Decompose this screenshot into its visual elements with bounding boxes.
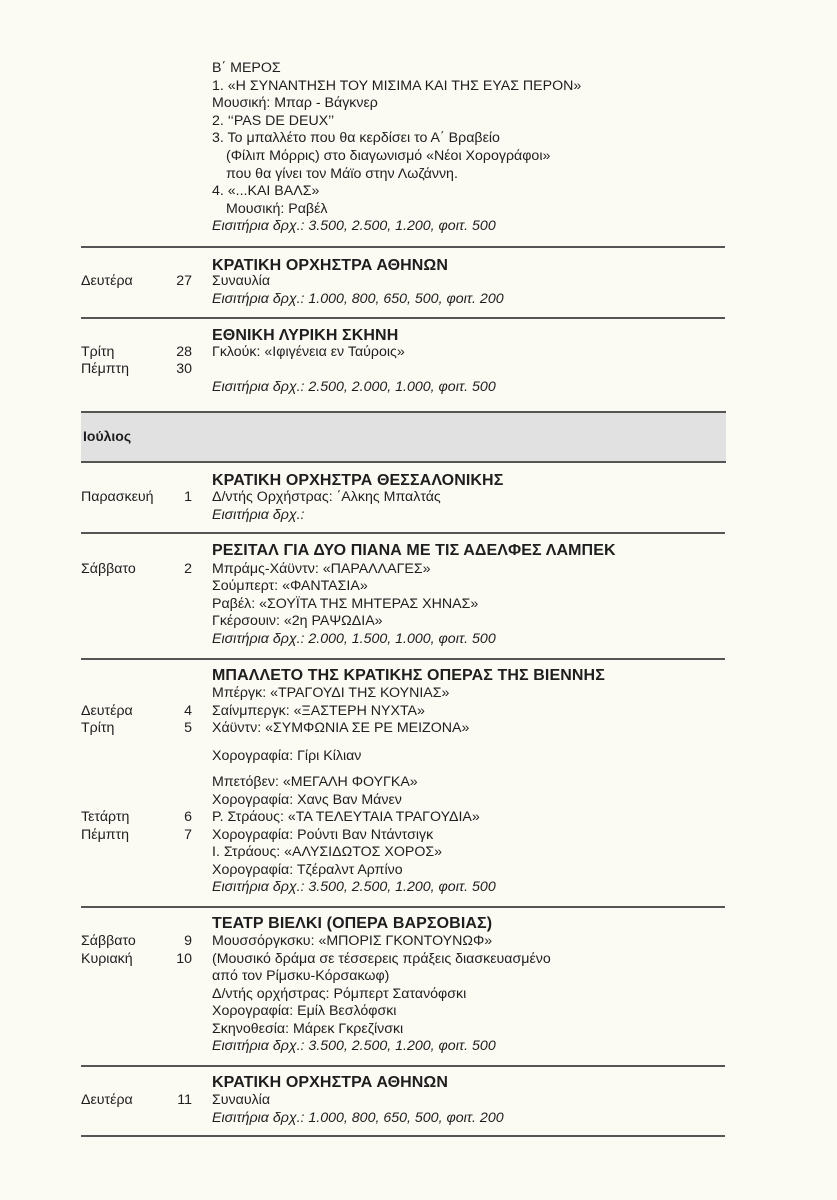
program-item: (Φίλιπ Μόρρις) στο διαγωνισμό «Νέοι Χορογράφοι»	[226, 147, 551, 164]
month-label: Ιούλιος	[83, 428, 132, 444]
event-day: Πέμπτη	[81, 827, 130, 843]
event-title: ΜΠΑΛΛΕΤΟ ΤΗΣ ΚΡΑΤΙΚΗΣ ΟΠΕΡΑΣ ΤΗΣ ΒΙΕΝΝΗΣ	[212, 667, 605, 684]
event-line: Χορογραφία: Χανς Βαν Μάνεν	[212, 792, 402, 808]
event-line: Χορογραφία: Τζέραλντ Αρπίνο	[212, 862, 403, 878]
program-item: Μουσική: Μπαρ - Βάγκνερ	[212, 95, 378, 112]
program-item: Μουσική: Ραβέλ	[226, 200, 328, 217]
event-line: Σκηνοθεσία: Μάρεκ Γκρεζίνσκι	[212, 1021, 404, 1037]
event-line: Ραβέλ: «ΣΟΥΪΤΑ ΤΗΣ ΜΗΤΕΡΑΣ ΧΗΝΑΣ»	[212, 596, 479, 612]
event-date: 28	[176, 344, 192, 360]
event-line: Γκέρσουιν: «2η ΡΑΨΩΔΙΑ»	[212, 613, 383, 629]
divider	[81, 906, 725, 908]
program-item: 3. Το μπαλλέτο που θα κερδίσει το Α΄ Βραβείο	[212, 130, 500, 147]
event-line: Συναυλία	[212, 273, 271, 289]
divider	[81, 317, 725, 319]
ticket-prices: Εισιτήρια δρχ.: 3.500, 2.500, 1.200, φοιτ. 500	[212, 879, 496, 895]
event-line: Μουσσόργκσκυ: «ΜΠΟΡΙΣ ΓΚΟΝΤΟΥΝΩΦ»	[212, 933, 493, 949]
event-title: ΚΡΑΤΙΚΗ ΟΡΧΗΣΤΡΑ ΑΘΗΝΩΝ	[212, 1074, 449, 1091]
ticket-prices: Εισιτήρια δρχ.: 3.500, 2.500, 1.200, φοιτ. 500	[212, 1038, 496, 1054]
ticket-prices: Εισιτήρια δρχ.: 2.000, 1.500, 1.000, φοιτ. 500	[212, 631, 496, 647]
divider	[81, 1135, 725, 1137]
event-title: ΤΕΑΤΡ ΒΙΕΛΚΙ (ΟΠΕΡΑ ΒΑΡΣΟΒΙΑΣ)	[212, 915, 493, 932]
program-item: 1. «Η ΣΥΝΑΝΤΗΣΗ ΤΟΥ ΜΙΣΙΜΑ ΚΑΙ ΤΗΣ ΕΥΑΣ ΠΕΡΟΝ»	[212, 77, 582, 94]
event-date: 2	[184, 561, 192, 577]
event-day: Δευτέρα	[81, 703, 133, 719]
event-line: Σαίνμπεργκ: «ΞΑΣΤΕΡΗ ΝΥΧΤΑ»	[212, 703, 425, 719]
event-day: Σάββατο	[81, 561, 136, 577]
event-line: (Μουσικό δράμα σε τέσσερεις πράξεις διασκευασμένο	[212, 951, 551, 967]
event-title: ΚΡΑΤΙΚΗ ΟΡΧΗΣΤΡΑ ΘΕΣΣΑΛΟΝΙΚΗΣ	[212, 472, 504, 489]
event-day: Πέμπτη	[81, 361, 130, 377]
event-line: Μπράμς-Χάϋντν: «ΠΑΡΑΛΛΑΓΕΣ»	[212, 561, 431, 577]
event-line: Σούμπερτ: «ΦΑΝΤΑΣΙΑ»	[212, 578, 368, 594]
event-date: 9	[184, 933, 192, 949]
event-line: από τον Ρίμσκυ-Κόρσακωφ)	[212, 968, 390, 984]
event-title: ΡΕΣΙΤΑΛ ΓΙΑ ΔΥΟ ΠΙΑΝΑ ΜΕ ΤΙΣ ΑΔΕΛΦΕΣ ΛΑΜΠΕΚ	[212, 542, 616, 559]
event-line: Δ/ντής ορχήστρας: Ρόμπερτ Σατανόφσκι	[212, 986, 467, 1002]
month-header-band	[81, 411, 726, 463]
event-date: 5	[184, 720, 192, 736]
divider	[81, 246, 725, 248]
event-date: 7	[184, 827, 192, 843]
program-item: που θα γίνει τον Μάϊο στην Λωζάννη.	[226, 165, 458, 182]
divider	[81, 658, 725, 660]
choreography-credit: Χορογραφία: Γίρι Κίλιαν	[212, 748, 362, 764]
event-line: Μπετόβεν: «ΜΕΓΑΛΗ ΦΟΥΓΚΑ»	[212, 774, 418, 790]
event-date: 11	[177, 1092, 192, 1108]
event-line: Δ/ντής Ορχήστρας: ΄Αλκης Μπαλτάς	[212, 489, 441, 505]
event-day: Τετάρτη	[81, 809, 130, 825]
event-line: Χάϋντν: «ΣΥΜΦΩΝΙΑ ΣΕ ΡΕ ΜΕΙΖΟΝΑ»	[212, 720, 470, 736]
ticket-prices: Εισιτήρια δρχ.: 2.500, 2.000, 1.000, φοιτ. 500	[212, 379, 496, 395]
ticket-prices: Εισιτήρια δρχ.: 1.000, 800, 650, 500, φοιτ. 200	[212, 291, 504, 307]
event-day: Κυριακή	[81, 951, 133, 967]
program-item: 4. «...ΚΑΙ ΒΑΛΣ»	[212, 183, 320, 200]
event-date: 1	[184, 489, 192, 505]
event-title: ΕΘΝΙΚΗ ΛΥΡΙΚΗ ΣΚΗΝΗ	[212, 327, 399, 344]
event-date: 30	[176, 361, 192, 377]
part-heading: Β΄ ΜΕΡΟΣ	[212, 60, 281, 76]
event-day: Δευτέρα	[81, 1092, 133, 1108]
ticket-prices: Εισιτήρια δρχ.: 1.000, 800, 650, 500, φοιτ. 200	[212, 1110, 504, 1126]
event-date: 6	[184, 809, 192, 825]
divider	[81, 532, 725, 534]
event-day: Τρίτη	[81, 720, 115, 736]
event-line: Χορογραφία: Ρούντι Βαν Ντάντσιγκ	[212, 827, 434, 843]
event-date: 27	[176, 273, 192, 289]
ticket-prices: Εισιτήρια δρχ.: 3.500, 2.500, 1.200, φοιτ. 500	[212, 218, 496, 235]
event-day: Τρίτη	[81, 344, 115, 360]
event-title: ΚΡΑΤΙΚΗ ΟΡΧΗΣΤΡΑ ΑΘΗΝΩΝ	[212, 257, 449, 274]
event-line: Ι. Στράους: «ΑΛΥΣΙΔΩΤΟΣ ΧΟΡΟΣ»	[212, 844, 443, 860]
ticket-prices: Εισιτήρια δρχ.:	[212, 507, 305, 523]
event-date: 4	[184, 703, 192, 719]
event-day: Παρασκευή	[81, 489, 154, 505]
event-line: Γκλούκ: «Ιφιγένεια εν Ταύροις»	[212, 344, 405, 360]
event-line: Ρ. Στράους: «ΤΑ ΤΕΛΕΥΤΑΙΑ ΤΡΑΓΟΥΔΙΑ»	[212, 809, 480, 825]
program-item: 2. ‘‘PAS DE DEUX’’	[212, 112, 335, 129]
event-day: Δευτέρα	[81, 273, 133, 289]
event-day: Σάββατο	[81, 933, 136, 949]
part-b-section	[212, 60, 732, 236]
event-line: Συναυλία	[212, 1092, 271, 1108]
event-line: Χορογραφία: Εμίλ Βεσλόφσκι	[212, 1003, 397, 1019]
divider	[81, 1065, 725, 1067]
event-date: 10	[176, 951, 192, 967]
event-line: Μπέργκ: «ΤΡΑΓΟΥΔΙ ΤΗΣ ΚΟΥΝΙΑΣ»	[212, 685, 450, 701]
